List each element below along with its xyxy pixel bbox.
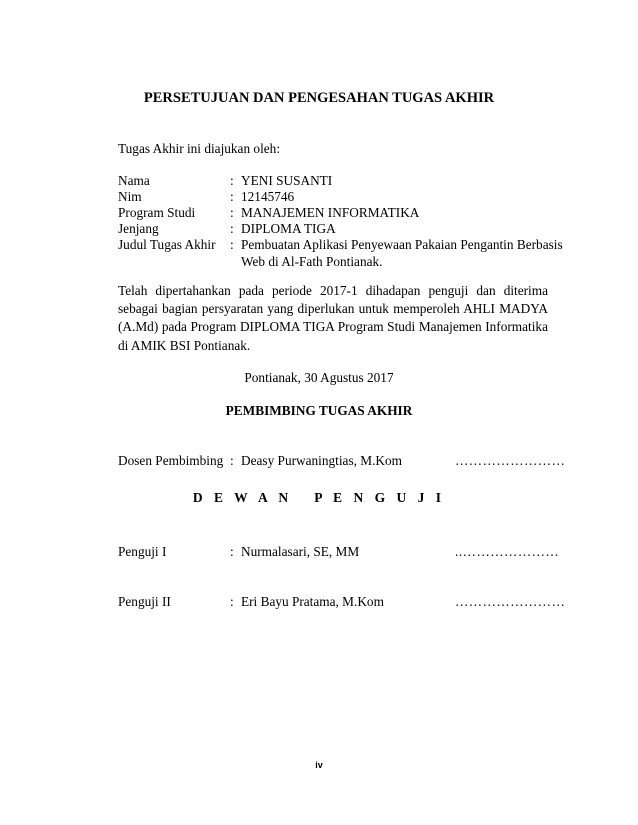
field-colon: : <box>230 189 234 204</box>
pembimbing-label: Dosen Pembimbing <box>118 453 224 468</box>
field-label-judul: Judul Tugas Akhir <box>118 237 216 252</box>
field-label-program-studi: Program Studi <box>118 205 196 220</box>
penguji-1-name: Nurmalasari, SE, MM <box>241 544 360 559</box>
place-date: Pontianak, 30 Agustus 2017 <box>244 370 394 385</box>
field-label-jenjang: Jenjang <box>118 221 159 236</box>
penguji-2-label: Penguji II <box>118 594 171 609</box>
signature-line: …………………… <box>455 453 566 468</box>
field-colon: : <box>230 453 234 468</box>
field-colon: : <box>230 237 234 252</box>
penguji-1-label: Penguji I <box>118 544 167 559</box>
page-number: iv <box>315 760 323 770</box>
field-value-judul-cont: Web di Al-Fath Pontianak. <box>241 254 383 269</box>
page-title: PERSETUJUAN DAN PENGESAHAN TUGAS AKHIR <box>143 90 495 106</box>
signature-line: ..………………… <box>455 544 560 559</box>
penguji-heading: D E W A N P E N G U J I <box>192 490 446 505</box>
approval-paragraph: Telah dipertahankan pada periode 2017-1 dihadapan penguji dan diterima sebagai bagian persyaratan yang diperlukan untuk memperoleh AHLI MADYA (A.Md) pada Program DIPLOMA TIGA Program Studi Manajemen Informatika di AMIK BSI Pontianak. <box>118 283 548 353</box>
field-value-judul: Pembuatan Aplikasi Penyewaan Pakaian Pengantin Berbasis <box>241 237 563 252</box>
intro-text: Tugas Akhir ini diajukan oleh: <box>118 141 281 156</box>
field-label-nim: Nim <box>118 189 142 204</box>
field-label-nama: Nama <box>118 173 150 188</box>
field-colon: : <box>230 544 234 559</box>
field-colon: : <box>230 205 234 220</box>
field-colon: : <box>230 594 234 609</box>
field-colon: : <box>230 221 234 236</box>
field-value-program-studi: MANAJEMEN INFORMATIKA <box>241 205 420 220</box>
pembimbing-heading: PEMBIMBING TUGAS AKHIR <box>225 403 413 418</box>
pembimbing-name: Deasy Purwaningtias, M.Kom <box>241 453 403 468</box>
field-value-jenjang: DIPLOMA TIGA <box>241 221 336 236</box>
penguji-2-name: Eri Bayu Pratama, M.Kom <box>241 594 384 609</box>
field-value-nim: 12145746 <box>241 189 295 204</box>
field-value-nama: YENI SUSANTI <box>241 173 333 188</box>
signature-line: …………………… <box>455 594 566 609</box>
field-colon: : <box>230 173 234 188</box>
